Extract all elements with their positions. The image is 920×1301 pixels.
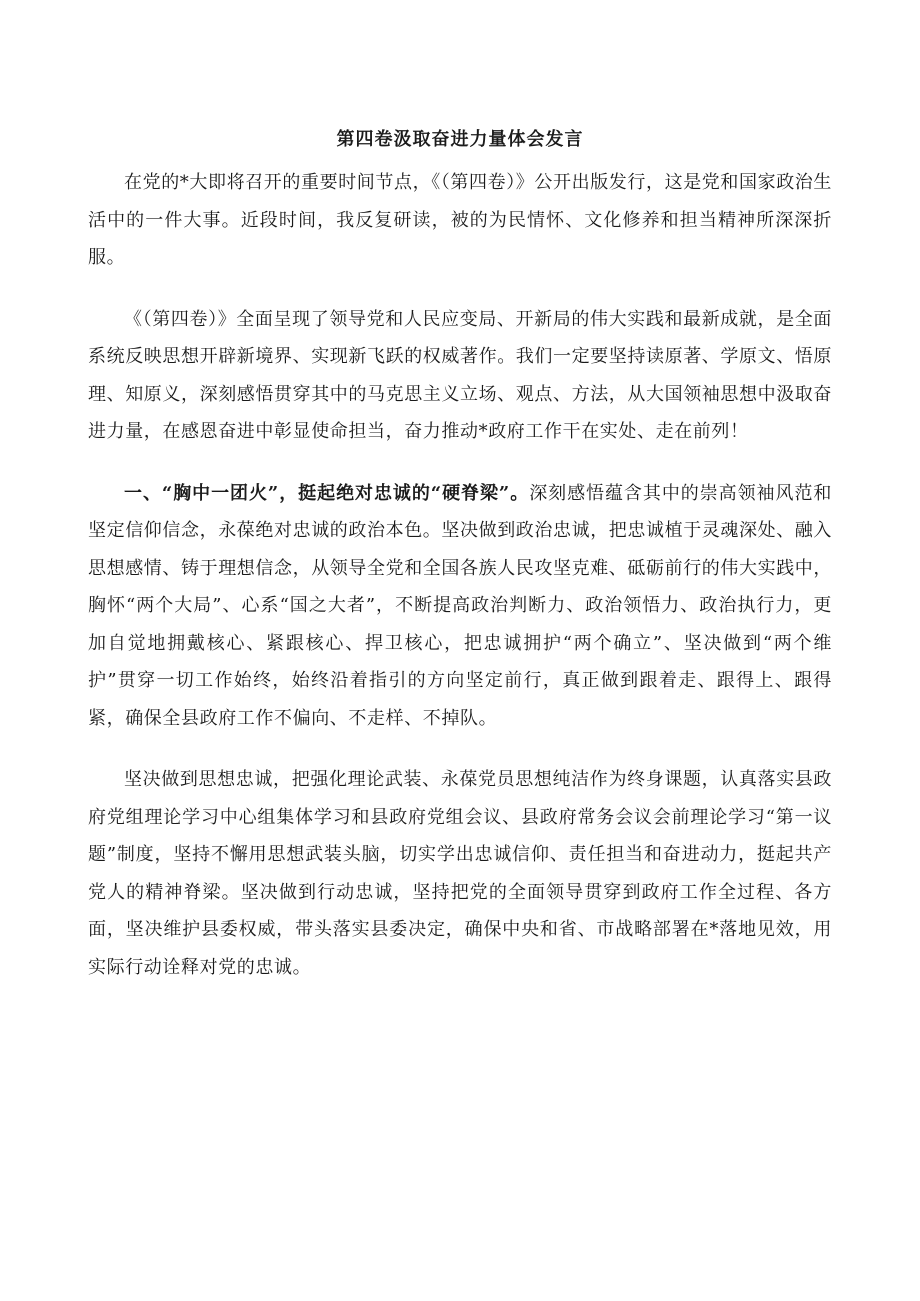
paragraph-section-1 (88, 475, 832, 738)
section-1-heading: 一、“胸中一团火”，挺起绝对忠诚的“硬脊梁”。 (124, 482, 530, 504)
paragraph-intro: 在党的*大即将召开的重要时间节点，《（第四卷）》公开出版发行，这是党和国家政治生活中的一件大事。近段时间，我反复研读，被的为民情怀、文化修养和担当精神所深深折服。 (88, 172, 832, 268)
document-title: 第四卷汲取奋进力量体会发言 (336, 129, 584, 150)
paragraph-book-overview: 《（第四卷）》全面呈现了领导党和人民应变局、开新局的伟大实践和最新成就，是全面系统反映思想开辟新境界、实现新飞跃的权威著作。我们一定要坚持读原著、学原文、悟原理、知原义，深刻感悟贯穿其中的马克思主义立场、观点、方法，从大国领袖思想中汲取奋进力量，在感恩奋进中彰显使命担当，奋力推动*政府工作干在实处、走在前列！ (88, 308, 832, 442)
section-1-body: 深刻感悟蕴含其中的崇高领袖风范和坚定信仰信念，永葆绝对忠诚的政治本色。坚决做到政治忠诚，把忠诚植于灵魂深处、融入思想感情、铸于理想信念，从领导全党和全国各族人民攻坚克难、砥砺前行的伟大实践中，胸怀“两个大局”、心系“国之大者”，不断提高政治判断力、政治领悟力、政治执行力，更加自觉地拥戴核心、紧跟核心、捍卫核心，把忠诚拥护“两个确立”、坚决做到“两个维护”贯穿一切工作始终，始终沿着指引的方向坚定前行，真正做到跟着走、跟得上、跟得紧，确保全县政府工作不偏向、不走样、不掉队。 (88, 482, 832, 729)
paragraph-thought-loyalty: 坚决做到思想忠诚，把强化理论武装、永葆党员思想纯洁作为终身课题，认真落实县政府党组理论学习中心组集体学习和县政府党组会议、县政府常务会议会前理论学习“第一议题”制度，坚持不懈用思想武装头脑，切实学出忠诚信仰、责任担当和奋进动力，挺起共产党人的精神脊梁。坚决做到行动忠诚，坚持把党的全面领导贯穿到政府工作全过程、各方面，坚决维护县委权威，带头落实县委决定，确保中央和省、市战略部署在*落地见效，用实际行动诠释对党的忠诚。 (88, 769, 832, 978)
